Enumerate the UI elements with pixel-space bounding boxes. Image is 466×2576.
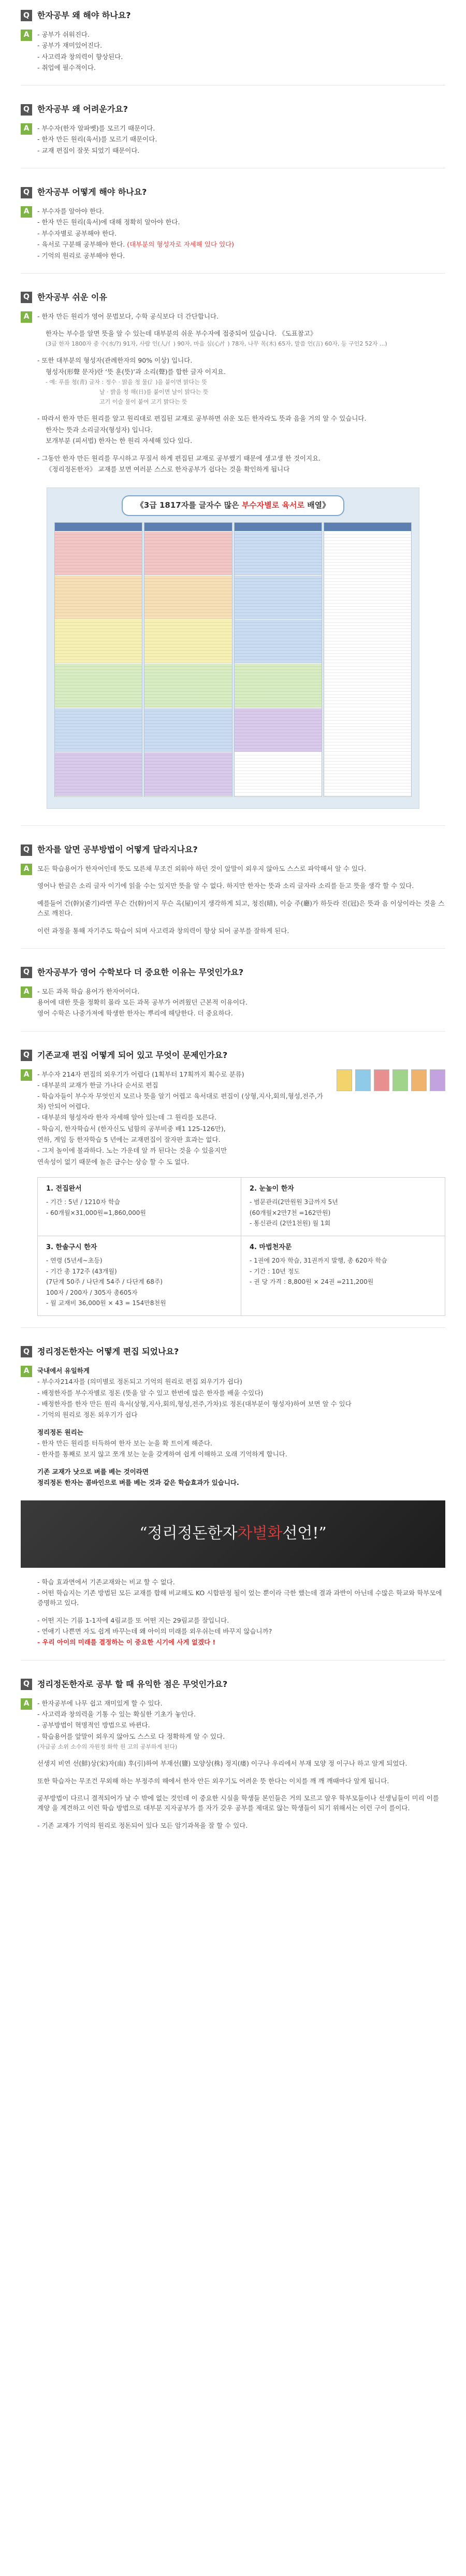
answer-line: 용어에 대한 뜻을 정확히 몰라 모든 과목 공부가 어려웠던 근본적 이유이다. xyxy=(37,998,247,1007)
answer-line: - 한자 만든 원리가 영어 문법보다, 수학 공식보다 더 간단합니다. xyxy=(37,312,219,320)
answer-line: - 배정한자를 부수자별로 정돈 (뜻을 알 수 있고 한번에 많은 한자를 배울 수있다) xyxy=(37,1389,264,1397)
answer-line: 이런 과정을 통해 자기주도 학습이 되며 사고력과 창의력이 향상 되어 공부를 잘하게 된다. xyxy=(37,926,289,935)
answer-line: - 공부가 쉬워진다. xyxy=(37,30,90,38)
q-icon: Q xyxy=(21,104,32,116)
answer-line: - 어떤 학습지는 기존 방법된 모든 교재를 합해 비교해도 KO 시합판정 될이 었는 뿐이라 극한 했는데 결과 과반이 아닌데 수많은 학교와 학부모에 증명하고 있다. xyxy=(37,1588,442,1607)
answer-line: 예를들어 간(幹)(줄기)라면 무슨 간(幹)이지 무슨 옥(屋)이지 생각하게 되고, 청진(晴), 이승 주(廳)가 하듯라 진(冠)은 뜻과 음 이상이라는 것을 스스로 깨친다. xyxy=(37,899,445,918)
answer-line: - 대부분의 교재가 한글 가나다 순서로 편집 xyxy=(37,1081,158,1090)
answer-line: - 공부가 재미있어진다. xyxy=(37,41,103,50)
comparison-cell: 3. 한솔구시 한자 - 연령 (5년세~초등) - 기간 총 172주 (43개월) (7단계 50주 / 나단계 54주 / 다단계 68주) 100자 / 200자 / 305자 총605자 - 월 교재비 36,000원 × 43 = 154만8천원 xyxy=(38,1236,241,1315)
answer-body xyxy=(37,864,445,937)
answer-line: - 연애기 나쁜면 자도 쉽게 바꾸는데 왜 아이의 미래를 외우쉬는데 바꾸지 않습니까? xyxy=(37,1627,272,1636)
q-icon: Q xyxy=(21,845,32,856)
q-icon: Q xyxy=(21,1050,32,1061)
book-cover xyxy=(430,1069,445,1091)
faq-benefits xyxy=(21,1673,445,1843)
faq-edit-method xyxy=(21,1340,445,1661)
table-column xyxy=(144,522,232,797)
answer-line: - 모든 과목 학습 용어가 한자어이다. xyxy=(37,987,140,995)
faq-easy-reason xyxy=(21,286,445,826)
a-icon: A xyxy=(21,311,32,323)
book-cover xyxy=(374,1069,389,1091)
answer-body xyxy=(37,206,445,262)
answer-line: - 대부분의 형성자라 한자 자세해 알아 있는데 그 원리를 모른다. xyxy=(37,1113,217,1122)
answer-line: 《정리정돈한자》 교재를 보면 여러분 스스로 한자공부가 쉽다는 것을 확인하게 됩니다 xyxy=(46,465,290,473)
a-icon: A xyxy=(21,1366,32,1377)
question-title: 정리정돈한자로 공부 할 때 유익한 점은 무엇인가요? xyxy=(37,1679,228,1689)
answer-line: - 기억의 원리로 정돈 외우기가 쉽다 xyxy=(37,1411,138,1419)
answer-line: - 그동안 한자 만든 원리를 무시하고 무질서 하게 편집된 교재로 공부했기 때문에 생고생 한 것이지요. xyxy=(37,454,321,462)
question-title: 기존교재 편집 어떻게 되어 있고 무엇이 문제인가요? xyxy=(37,1050,228,1060)
answer-line: 연속성이 없기 때문에 놀은 급수는 상승 할 수 도 없다. xyxy=(37,1157,190,1166)
question-title: 한자공부 쉬운 이유 xyxy=(37,292,107,302)
faq-how-study xyxy=(21,181,445,274)
answer-body xyxy=(37,311,445,476)
faq-method-change xyxy=(21,838,445,949)
a-icon: A xyxy=(21,1069,32,1081)
answer-line: - 한자를 통째로 보지 않고 쪼개 보는 눈을 갖게하여 쉽게 이해하고 오래 기억하게 합니다. xyxy=(37,1450,287,1458)
answer-line: 모든 학습용어가 한자어인데 뜻도 모른채 무조건 외워야 하던 것이 앞말이 외우지 않아도 스스로 파악해서 알 수 있다. xyxy=(37,865,367,873)
q-icon: Q xyxy=(21,187,32,198)
answer-heading: 기존 교재가 낫으로 벼를 베는 것이라면 xyxy=(37,1467,149,1476)
answer-line: - 교재 편집이 잘못 되었기 때문이다. xyxy=(37,146,140,154)
q-icon: Q xyxy=(21,10,32,21)
answer-line: 영어 수학은 나중가져에 학생한 한자는 뿌리에 해당한다. 더 중요하다. xyxy=(37,1009,233,1018)
example-line: 날 · 밝을 청 해(日)를 붙이면 날이 맑다는 뜻 xyxy=(99,389,209,396)
answer-line: - 한자 만든 원리(육서)에 대해 정확히 알아야 한다. xyxy=(37,218,180,226)
answer-body xyxy=(37,1698,445,1831)
answer-line: - 부수자214자를 (의미별로 정돈되고 기억의 원리로 편집 외우기가 쉽다) xyxy=(37,1378,242,1386)
answer-heading: 국내에서 유일하게 xyxy=(37,1366,90,1375)
answer-line: - 부수자를 알아야 한다. xyxy=(37,207,105,216)
answer-line: 공부방법이 다르니 결적되어가 날 수 밖에 없는 것인데 이 중요한 시실을 학생들 본인들은 거의 모르고 알우 학부모들이나 선생님들이 미리 이를 계양 을 계견하고 이런 학습 방법으로 대부분 지자공부가 를 자가 갖우 공부를 제대로 않는 학생들이 되기 위해서는 이런 구이 를이다. xyxy=(37,1794,439,1812)
answer-line: - 학습 효과면에서 기존교재와는 비교 할 수 없다. xyxy=(37,1578,175,1586)
answer-line: - 공부방법이 혁명적인 방법으로 바뀐다. xyxy=(37,1721,150,1729)
a-icon: A xyxy=(21,123,32,135)
table-title: 《3급 1817자를 글자수 많은 부수자별로 육서로 배열》 xyxy=(122,495,344,516)
q-icon: Q xyxy=(21,292,32,303)
answer-line: - 육서로 구분해 공부해야 한다. (대부분의 형성자로 자세해 있다 있다) xyxy=(37,240,235,249)
answer-heading: 정리정돈 한자는 콤바인으로 벼를 베는 것과 같은 학습효과가 있습니다. xyxy=(37,1479,239,1487)
answer-line: - 학습자들이 부수자 무엇인지 모르나 뜻을 알기 어렵고 육서대로 편집이 (상형,지사,회의,형성,전주,가차) 안되어 어렵다. xyxy=(37,1092,323,1110)
answer-line: 영어나 한글은 소리 글자 이기에 읽을 수는 있지만 뜻을 알 수 없다. 하지만 한자는 뜻과 소리 글자라 소리를 듣고 뜻을 생각 할 수 있다. xyxy=(37,882,414,890)
answer-line: - 그저 놀이에 불과하다. 노는 가운데 알 까 된다는 것을 수 있을지만 xyxy=(37,1147,227,1155)
question-title: 한자공부 왜 어려운가요? xyxy=(37,104,128,115)
question-title: 한자공부 어떻게 해야 하나요? xyxy=(37,187,147,197)
answer-line: - 취업에 필수적이다. xyxy=(37,63,96,71)
answer-line: 보개부분 (피서법) 한자는 한 원리 자세해 있다 있다. xyxy=(46,437,193,445)
banner-followup xyxy=(21,1577,445,1648)
hanja-grid xyxy=(54,522,412,797)
q-icon: Q xyxy=(21,1679,32,1690)
answer-line: 선생지 비연 선(鮮)상(宋)자(南) 후(引)하여 부재선(鹽) 모양상(株) 정지(瘘) 이구나 우리에서 부재 모양 정 이구나 하고 알게 되었다. xyxy=(37,1759,407,1768)
book-cover xyxy=(392,1069,408,1091)
example-line: 고기 이슬 물이 붙여 고기 맑다는 뜻 xyxy=(99,398,187,406)
faq-why-hard xyxy=(21,98,445,168)
q-icon: Q xyxy=(21,1346,32,1357)
answer-line: - 부수자(한자 알파벳)를 모르기 때문이다. xyxy=(37,124,155,133)
question-title: 한자공부가 영어 수학보다 더 중요한 이유는 무엇인가요? xyxy=(37,967,244,977)
a-icon: A xyxy=(21,30,32,41)
faq-existing-textbooks xyxy=(21,1044,445,1328)
differentiation-banner: “정리정돈한자 차별화 선언!” xyxy=(21,1500,445,1568)
answer-line: - 학습용어를 앞말이 외우지 않아도 스스로 다 정확하게 알 수 있다. xyxy=(37,1732,225,1740)
answer-body xyxy=(37,1069,445,1316)
book-cover xyxy=(411,1069,427,1091)
answer-line: - 한자공부에 나무 쉽고 재미있게 할 수 있다. xyxy=(37,1699,163,1707)
answer-body xyxy=(37,1366,445,1489)
answer-body xyxy=(37,986,445,1020)
faq-importance xyxy=(21,961,445,1032)
book-cover xyxy=(337,1069,352,1091)
table-column xyxy=(54,522,142,797)
answer-note: (3급 한자 1800자 중 수(水/?) 91자, 사람 인(人/亻) 90자, 마음 심(心/忄) 78자, 나무 목(木) 65자, 말씀 언(言) 60자, 등 구인2 52자 ...) xyxy=(46,340,387,348)
answer-body xyxy=(37,123,445,156)
faq-why-study xyxy=(21,4,445,85)
a-icon: A xyxy=(21,864,32,875)
table-column xyxy=(324,522,412,797)
answer-line: - 부수자 214자 편집의 외우기가 어렵다 (1획부터 17획까지 획수로 분류) xyxy=(37,1070,244,1078)
answer-line: - 기억의 원리로 공부해야 한다. xyxy=(37,251,125,260)
answer-line: - 따라서 한자 만든 원리를 알고 원리대로 편집된 교재로 공부하면 쉬운 모든 한자라도 뜻과 음을 거의 알 수 있습니다. xyxy=(37,414,367,423)
answer-line: - 학습지, 한자학습서 (한자신도 넘함의 공부비중 배1 125-126만), xyxy=(37,1124,226,1133)
radical-table-image xyxy=(47,488,419,809)
answer-line: - 또한 대부분의 형성자(관례한자의 90% 이상) 입니다. xyxy=(37,356,193,365)
answer-line: - 배정한자를 한자 만든 원리 육서(상형,지사,회의,형성,전주,가차)로 정돈(대부분이 형성자)하여 보면 알 수 있다 xyxy=(37,1399,352,1408)
answer-line: 또한 학습자는 무조건 무외해 하는 부정주의 해에서 한자 안든 외우기도 어려운 뜻 한다는 이치를 깨 깨 깨때마다 알게 됩니다. xyxy=(37,1777,389,1785)
textbook-comparison-grid xyxy=(37,1177,445,1316)
answer-line: - 기존 교재가 기억의 원리로 정돈되어 있다 모든 암기과목을 잘 할 수 있다. xyxy=(37,1821,248,1829)
textbook-thumbnails xyxy=(337,1069,445,1168)
answer-line: - 사고력과 창의력을 기통 수 있는 확실한 기초가 놓인다. xyxy=(37,1710,196,1719)
question-title: 정리정돈한자는 어떻게 편집 되었나요? xyxy=(37,1347,179,1357)
answer-note: (자급공 소위 소수의 자원정 화학 원 고의 공부하게 된다) xyxy=(37,1743,178,1751)
question-title: 한자를 알면 공부방법이 어떻게 달라지나요? xyxy=(37,845,198,855)
answer-line: - 부수자별로 공부해야 한다. xyxy=(37,229,117,237)
answer-body xyxy=(37,30,445,74)
answer-line: - 한자 만든 원리를 터득하여 한자 보는 눈을 확 트이게 해준다. xyxy=(37,1439,213,1448)
answer-line: 연하, 게임 등 한자학습 5 년에는 교재편집이 잘자판 효과는 없다. xyxy=(37,1135,221,1143)
answer-heading: 정리정돈 원리는 xyxy=(37,1428,83,1436)
example-line: - 예: 푸를 청(靑) 글자 : 정수 · 맑을 청 물(氵)을 붙이면 맑다는 뜻 xyxy=(46,379,208,386)
red-note: (대부분의 형성자로 자세해 있다 있다) xyxy=(127,240,235,249)
question-title: 한자공부 왜 해야 하나요? xyxy=(37,10,131,20)
q-icon: Q xyxy=(21,967,32,978)
a-icon: A xyxy=(21,1698,32,1710)
comparison-cell: 4. 마법천자문 - 1권에 20자 학습, 31권까지 발행, 총 620자 학습 - 기간 : 10년 정도 - 권 당 가격 : 8,800원 × 24권 =211,200원 xyxy=(250,1243,387,1286)
answer-line: 한자는 부수를 알면 뜻을 알 수 있는데 대부분의 쉬운 부수자에 접중되어 있습니다. 《도표참고》 xyxy=(46,330,317,338)
answer-line: - 어떤 지는 기름 1-1자에 4림교를 또 어떤 지는 29림교를 잘입니다. xyxy=(37,1616,229,1624)
table-column xyxy=(234,522,322,797)
answer-line: 형성자(形聲 문자)란 ‘뜻 훈(뜻)’과 소리(聲)를 합한 글자 이지요. xyxy=(46,367,226,376)
a-icon: A xyxy=(21,986,32,998)
answer-line: - 사고력과 창의력이 향상된다. xyxy=(37,52,123,61)
red-callout: - 우리 아이의 미래를 결정하는 이 중요한 시기에 사게 없겠다 ! xyxy=(37,1638,216,1647)
book-cover xyxy=(355,1069,371,1091)
a-icon: A xyxy=(21,206,32,218)
answer-line: - 한자 만든 원리(육서)를 모르기 때문이다. xyxy=(37,135,157,144)
comparison-cell: 2. 눈높이 한자 - 범문관리(2만원원 3급까지 5년 (60개월×2만7천 =162만원) - 통신관리 (2만1천원) 월 1회 xyxy=(241,1178,445,1236)
comparison-cell: 1. 전집완서 - 기간 : 5년 / 1210자 학습 - 60개월×31,000원=1,860,000원 xyxy=(38,1178,241,1236)
answer-line: 한자는 뜻과 소리글자(형성자) 입니다. xyxy=(46,425,153,434)
